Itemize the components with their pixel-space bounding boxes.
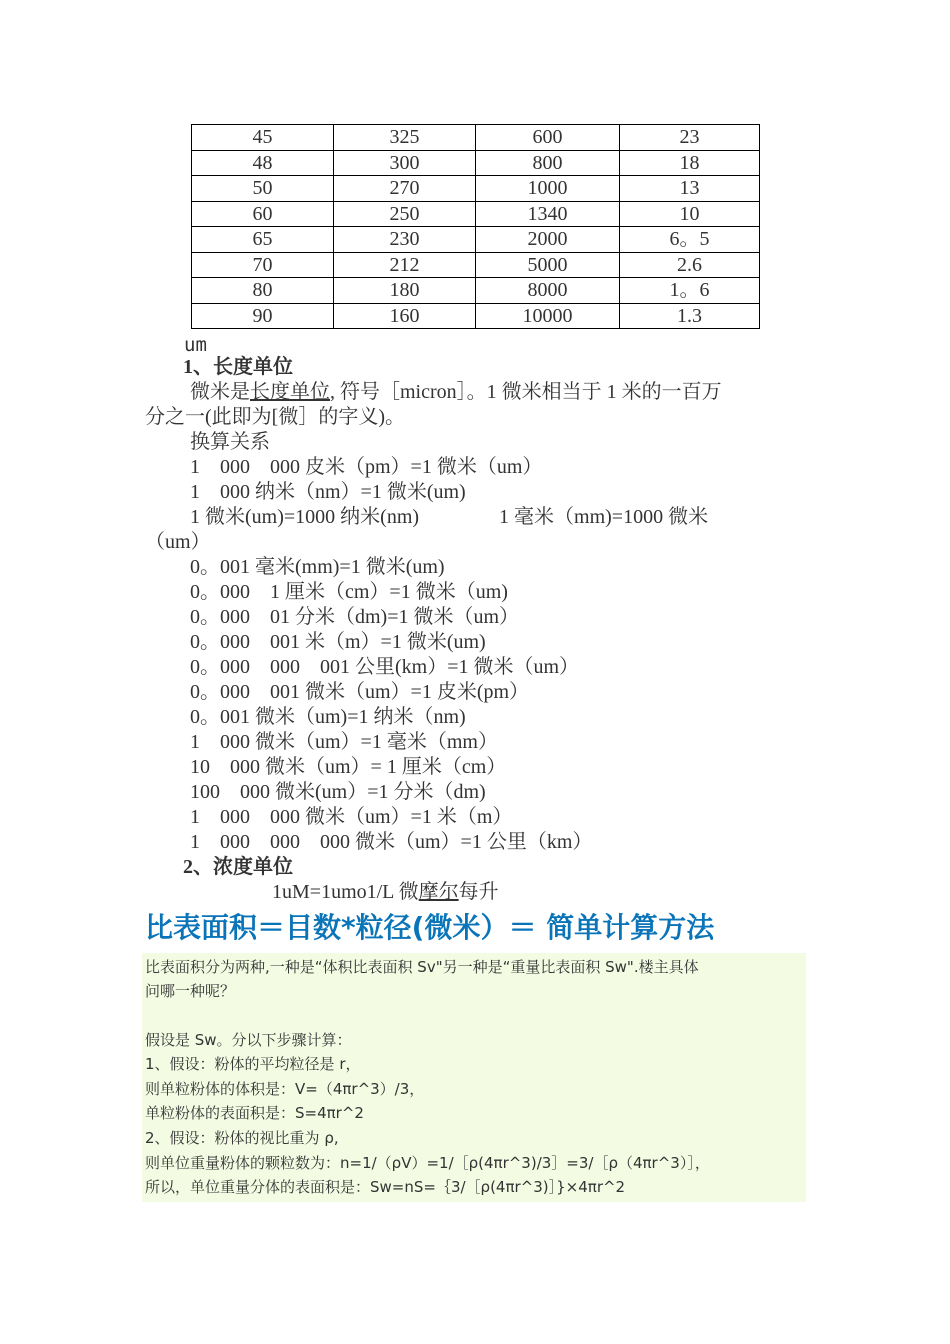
- intro-prefix: 微米是: [190, 381, 250, 403]
- table-row: [192, 227, 760, 253]
- mole-link[interactable]: 摩尔: [418, 881, 459, 903]
- table-cell: 600: [476, 125, 620, 151]
- table-row: [192, 125, 760, 151]
- table-row: [192, 278, 760, 304]
- table-cell: 230: [334, 227, 476, 253]
- concentration-prefix: 1uM=1umo1/L 微: [272, 881, 419, 903]
- intro-rest: , 符号［micron］。1 微米相当于 1 米的一百万: [330, 381, 722, 403]
- table-cell: 2.6: [620, 252, 760, 278]
- table-cell: 10000: [476, 303, 620, 329]
- table-cell: 1340: [476, 201, 620, 227]
- table-cell: 800: [476, 150, 620, 176]
- unit-label: um: [184, 334, 207, 356]
- table-cell: 2000: [476, 227, 620, 253]
- table-cell: 250: [334, 201, 476, 227]
- table-cell: 300: [334, 150, 476, 176]
- table-cell: 90: [192, 303, 334, 329]
- table-cell: 6。5: [620, 227, 760, 253]
- intro-line-1: [190, 380, 722, 405]
- length-unit-link[interactable]: 长度单位: [250, 381, 330, 403]
- table-cell: 10: [620, 201, 760, 227]
- table-cell: 8000: [476, 278, 620, 304]
- conversion-line: 1 000 微米（um）=1 毫米（mm）: [190, 731, 498, 753]
- answer-line: 假设是 Sw。分以下步骤计算：: [145, 1031, 352, 1049]
- conversion-line: 0。000 000 001 公里(km）=1 微米（um）: [190, 656, 580, 678]
- table-row: [192, 176, 760, 202]
- conversion-line: 1 微米(um)=1000 纳米(nm) 1 毫米（mm)=1000 微米: [190, 506, 709, 528]
- table-cell: 50: [192, 176, 334, 202]
- table-cell: 160: [334, 303, 476, 329]
- table-row: [192, 252, 760, 278]
- concentration-suffix: 每升: [458, 881, 499, 903]
- conversion-line: 1 000 000 000 微米（um）=1 公里（km）: [190, 831, 593, 853]
- conversion-line: 0。000 001 微米（um）=1 皮米(pm）: [190, 681, 530, 703]
- article-title: 比表面积＝目数*粒径(微米）＝ 简单计算方法: [145, 911, 715, 944]
- conversion-line: 0。000 001 米（m）=1 微米(um): [190, 631, 486, 653]
- answer-line: 单粒粉体的表面积是：S=4πr^2: [145, 1104, 364, 1122]
- conversion-line: 0。000 1 厘米（cm）=1 微米（um): [190, 581, 508, 603]
- table-cell: 65: [192, 227, 334, 253]
- table-cell: 180: [334, 278, 476, 304]
- mesh-size-table: [191, 124, 760, 329]
- concentration-line: [272, 880, 499, 905]
- conversion-line: 1 000 纳米（nm）=1 微米(um): [190, 481, 466, 503]
- table-row: [192, 201, 760, 227]
- answer-line: 1、假设：粉体的平均粒径是 r，: [145, 1055, 361, 1073]
- intro-line-2: 分之一(此即为[微］的字义)。: [145, 406, 405, 428]
- answer-line: 比表面积分为两种,一种是“体积比表面积 Sv"另一种是“重量比表面积 Sw".楼主具体: [145, 958, 699, 976]
- conversion-line: 0。001 毫米(mm)=1 微米(um): [190, 556, 445, 578]
- table-cell: 1000: [476, 176, 620, 202]
- table-row: [192, 150, 760, 176]
- section-heading-length: 1、长度单位: [183, 356, 293, 378]
- table-cell: 18: [620, 150, 760, 176]
- conversion-line: 100 000 微米(um）=1 分米（dm): [190, 781, 486, 803]
- conversion-line: 0。000 01 分米（dm)=1 微米（um）: [190, 606, 520, 628]
- conversion-line: 1 000 000 皮米（pm）=1 微米（um）: [190, 456, 543, 478]
- answer-line: 则单粒粉体的体积是：V=（4πr^3）/3，: [145, 1080, 425, 1098]
- table-cell: 70: [192, 252, 334, 278]
- answer-line: 2、假设：粉体的视比重为 ρ,: [145, 1129, 339, 1147]
- table-cell: 270: [334, 176, 476, 202]
- table-cell: 5000: [476, 252, 620, 278]
- table-cell: 45: [192, 125, 334, 151]
- table-row: [192, 303, 760, 329]
- conversion-line: 0。001 微米（um)=1 纳米（nm): [190, 706, 466, 728]
- conversion-line: 10 000 微米（um）= 1 厘米（cm）: [190, 756, 507, 778]
- table-cell: 48: [192, 150, 334, 176]
- answer-line: 问哪一种呢？: [145, 982, 236, 1000]
- table-cell: 13: [620, 176, 760, 202]
- conversion-line: 1 000 000 微米（um）=1 米（m）: [190, 806, 513, 828]
- table-cell: 60: [192, 201, 334, 227]
- table-cell: 23: [620, 125, 760, 151]
- section-heading-concentration: 2、浓度单位: [183, 856, 293, 878]
- table-cell: 325: [334, 125, 476, 151]
- answer-line: 所以，单位重量分体的表面积是：Sw=nS=｛3/［ρ(4πr^3)］}×4πr^2: [145, 1178, 626, 1196]
- table-cell: 1。6: [620, 278, 760, 304]
- answer-line: 则单位重量粉体的颗粒数为：n=1/（ρV）=1/［ρ(4πr^3)/3］=3/［ρ（4πr^3）］，: [145, 1154, 710, 1172]
- table-cell: 80: [192, 278, 334, 304]
- conversion-line: （um）: [145, 531, 211, 553]
- conversion-heading: 换算关系: [190, 431, 270, 453]
- table-cell: 1.3: [620, 303, 760, 329]
- table-cell: 212: [334, 252, 476, 278]
